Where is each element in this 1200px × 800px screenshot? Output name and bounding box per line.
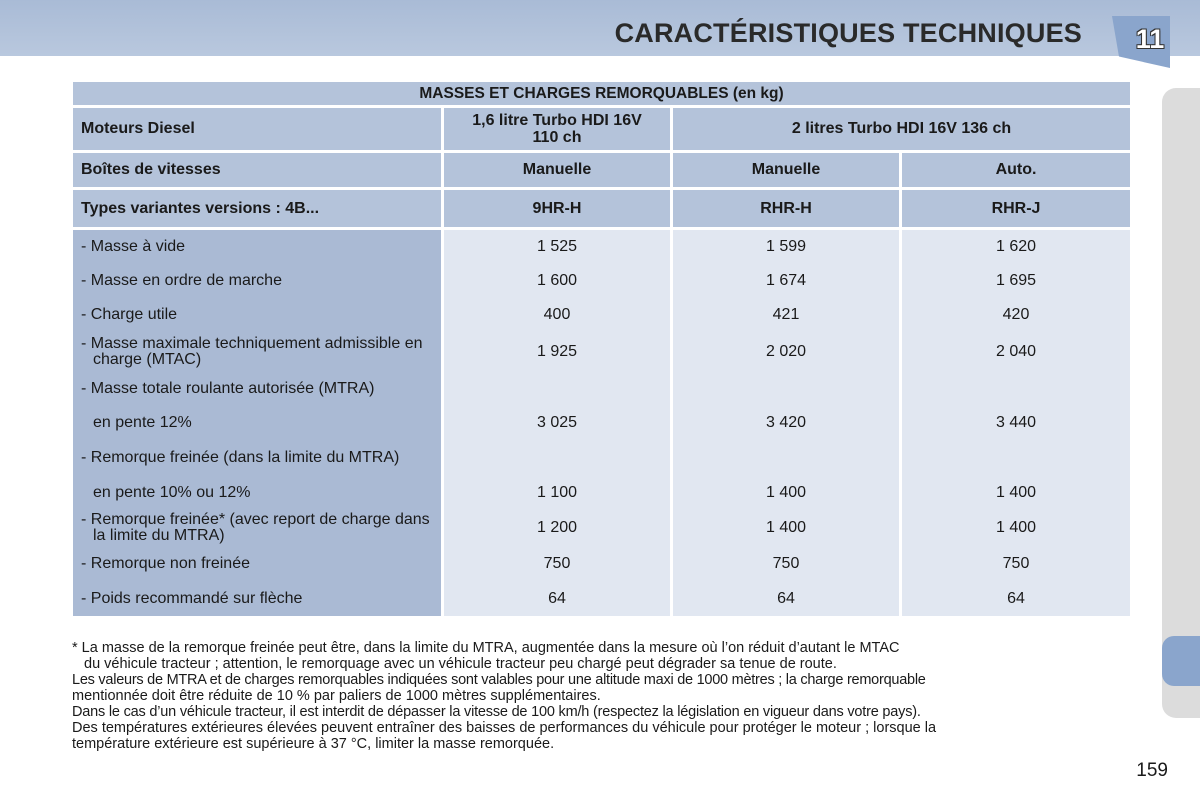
variants-label: Types variantes versions : 4B...	[73, 190, 441, 227]
table-body-row	[73, 230, 1130, 616]
cell-value: 1 100	[536, 484, 578, 501]
cell-value: 1 400	[765, 519, 807, 536]
row-label: - Masse en ordre de marche	[81, 272, 282, 289]
row-label: - Masse à vide	[81, 238, 186, 255]
labels-column	[73, 230, 441, 616]
footnote-line: Les valeurs de MTRA et de charges remorquables indiquées sont valables pour une altitude maxi de 1000 mètres ; la charge remorquable	[72, 672, 926, 688]
cell-value: 421	[772, 306, 800, 323]
cell-value: 2 040	[995, 343, 1037, 360]
cell-value: 750	[772, 555, 800, 572]
footnote-line: Dans le cas d’un véhicule tracteur, il est interdit de dépasser la vitesse de 100 km/h (respectez la législation en vigueur dans votre pays).	[72, 704, 921, 720]
cell-value: 420	[1002, 306, 1030, 323]
cell-value: 1 400	[995, 484, 1037, 501]
cell-value: 750	[1002, 555, 1030, 572]
values-column-RHR-H	[673, 230, 899, 616]
row-label: en pente 10% ou 12%	[93, 484, 251, 501]
cell-value: 3 420	[765, 414, 807, 431]
engine-2-cell: 2 litres Turbo HDI 16V 136 ch	[673, 108, 1130, 150]
footnote-line: mentionnée doit être réduite de 10 % par paliers de 1000 mètres supplémentaires.	[72, 688, 601, 704]
variant-value: RHR-J	[902, 190, 1130, 227]
footnote-line: * La masse de la remorque freinée peut être, dans la limite du MTRA, augmentée dans la mesure où l’on réduit d’autant le MTAC	[72, 640, 900, 656]
variant-value: RHR-H	[673, 190, 899, 227]
row-label: - Remorque non freinée	[81, 555, 250, 572]
cell-value: 64	[777, 590, 795, 607]
table-title: MASSES ET CHARGES REMORQUABLES (en kg)	[73, 82, 1130, 105]
page-title: CARACTÉRISTIQUES TECHNIQUES	[614, 18, 1082, 48]
cell-value: 1 200	[536, 519, 578, 536]
row-label: - Remorque freinée (dans la limite du MTRA)	[81, 449, 400, 466]
cell-value: 3 025	[536, 414, 578, 431]
row-label: - Remorque freinée* (avec report de charge dans la limite du MTRA)	[81, 511, 430, 544]
cell-value: 1 400	[765, 484, 807, 501]
cell-value: 1 600	[536, 272, 578, 289]
chapter-number: 11	[1135, 24, 1165, 54]
cell-value: 1 525	[536, 238, 578, 255]
footnote-line: température extérieure est supérieure à 37 °C, limiter la masse remorquée.	[72, 736, 555, 752]
towing-mass-table	[70, 79, 1133, 619]
side-strip	[1162, 88, 1200, 718]
cell-value: 1 599	[765, 238, 807, 255]
engines-label: Moteurs Diesel	[73, 108, 441, 150]
cell-value: 400	[543, 306, 571, 323]
row-label: - Masse totale roulante autorisée (MTRA)	[81, 380, 375, 397]
variant-value: 9HR-H	[444, 190, 670, 227]
footnote-line: Des températures extérieures élevées peuvent entraîner des baisses de performances du véhicule pour protéger le moteur ; lorsque la	[72, 720, 937, 736]
side-chapter-marker	[1162, 636, 1200, 686]
gearbox-value: Manuelle	[444, 153, 670, 187]
row-label: - Charge utile	[81, 306, 178, 323]
cell-value: 1 400	[995, 519, 1037, 536]
row-label: - Masse maximale techniquement admissible en charge (MTAC)	[81, 335, 423, 368]
cell-value: 1 620	[995, 238, 1037, 255]
footnote-line: du véhicule tracteur ; attention, le remorquage avec un véhicule tracteur peu chargé peut dégrader sa tenue de route.	[84, 656, 837, 672]
gearbox-label: Boîtes de vitesses	[73, 153, 441, 187]
cell-value: 750	[543, 555, 571, 572]
page-number: 159	[1136, 760, 1168, 781]
values-column-RHR-J	[902, 230, 1130, 616]
cell-value: 64	[548, 590, 566, 607]
engine-1-cell: 1,6 litre Turbo HDI 16V 110 ch	[444, 108, 670, 150]
row-label: en pente 12%	[93, 414, 192, 431]
cell-value: 1 695	[995, 272, 1037, 289]
cell-value: 64	[1007, 590, 1025, 607]
cell-value: 3 440	[995, 414, 1037, 431]
gearbox-value: Manuelle	[673, 153, 899, 187]
gearbox-value: Auto.	[902, 153, 1130, 187]
footnote-block	[72, 640, 1132, 752]
values-column-9HR-H	[444, 230, 670, 616]
cell-value: 2 020	[765, 343, 807, 360]
cell-value: 1 925	[536, 343, 578, 360]
cell-value: 1 674	[765, 272, 807, 289]
row-label: - Poids recommandé sur flèche	[81, 590, 303, 607]
